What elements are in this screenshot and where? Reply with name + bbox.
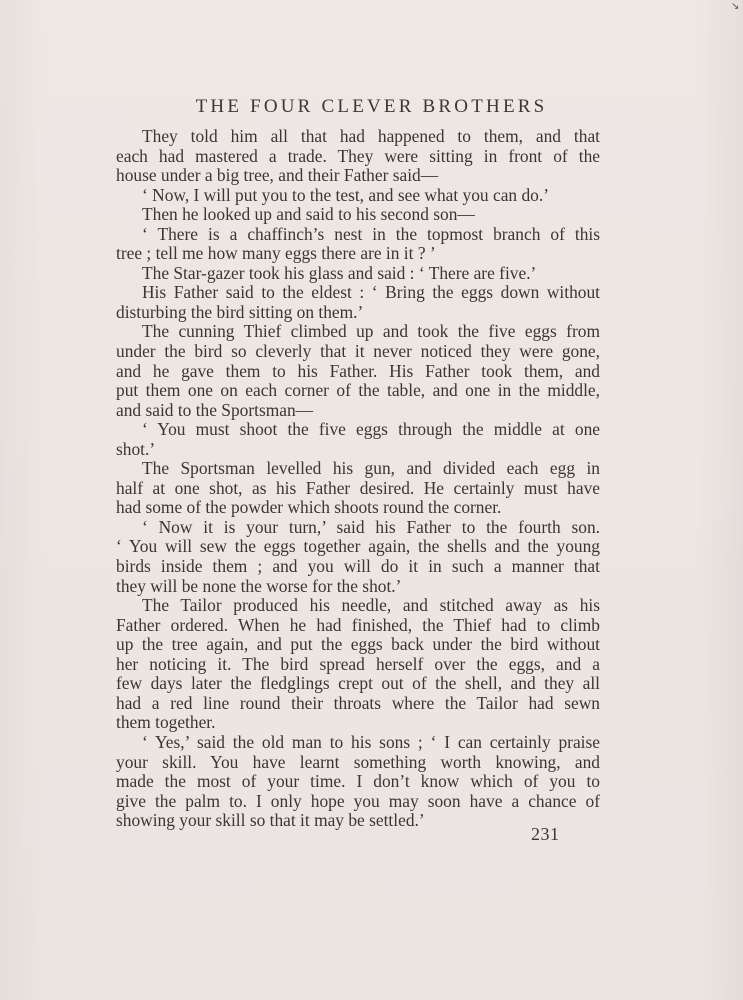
text-line: had some of the powder which shoots round the corner. bbox=[116, 497, 502, 518]
text-line: put them one on each corner of the table, and one in the middle, bbox=[116, 380, 600, 401]
text-line: The Sportsman levelled his gun, and divided each egg in bbox=[142, 458, 600, 479]
text-line: His Father said to the eldest : ‘ Bring the eggs down without bbox=[142, 282, 600, 303]
text-line: them together. bbox=[116, 712, 216, 733]
text-line: few days later the fledglings crept out of the shell, and they all bbox=[116, 673, 600, 694]
text-line: house under a big tree, and their Father said— bbox=[116, 165, 439, 186]
text-line: ‘ Now, I will put you to the test, and see what you can do.’ bbox=[142, 184, 549, 205]
text-line: your skill. You have learnt something worth knowing, and bbox=[116, 751, 600, 772]
text-line: They told him all that had happened to them, and that bbox=[142, 126, 600, 146]
text-line: tree ; tell me how many eggs there are in it ? ’ bbox=[116, 243, 436, 264]
text-line: half at one shot, as his Father desired. He certainly must have bbox=[116, 477, 600, 498]
text-line: ‘ You must shoot the five eggs through the middle at one bbox=[142, 419, 600, 440]
text-line: and he gave them to his Father. His Father took them, and bbox=[116, 360, 600, 381]
text-line: The cunning Thief climbed up and took the five eggs from bbox=[142, 321, 600, 342]
text-line: had a red line round their throats where the Tailor had sewn bbox=[116, 692, 600, 713]
page-corner-mark: ↘ bbox=[731, 1, 740, 12]
text-line: ‘ You will sew the eggs together again, the shells and the young bbox=[116, 536, 600, 557]
text-line: ‘ There is a chaffinch’s nest in the topmost branch of this bbox=[142, 223, 600, 244]
text-line: Father ordered. When he had finished, the Thief had to climb bbox=[116, 614, 600, 635]
text-line: under the bird so cleverly that it never noticed they were gone, bbox=[116, 341, 600, 362]
text-line: and said to the Sportsman— bbox=[116, 399, 314, 420]
text-line: her noticing it. The bird spread herself over the eggs, and a bbox=[116, 653, 600, 674]
text-line: birds inside them ; and you will do it in such a manner that bbox=[116, 556, 600, 577]
text-line: showing your skill so that it may be settled.’ bbox=[116, 810, 425, 831]
story-text bbox=[116, 127, 600, 831]
text-line: Then he looked up and said to his second son— bbox=[142, 204, 475, 225]
text-line: give the palm to. I only hope you may soon have a chance of bbox=[116, 790, 600, 811]
text-line: ‘ Yes,’ said the old man to his sons ; ‘ I can certainly praise bbox=[142, 731, 600, 752]
text-line: they will be none the worse for the shot.’ bbox=[116, 575, 402, 596]
page-number: 231 bbox=[531, 824, 560, 844]
text-line: up the tree again, and put the eggs back under the bird without bbox=[116, 634, 600, 655]
running-head: THE FOUR CLEVER BROTHERS bbox=[195, 96, 548, 117]
text-line: each had mastered a trade. They were sitting in front of the bbox=[116, 145, 600, 166]
text-line: The Star-gazer took his glass and said : ‘ There are five.’ bbox=[142, 262, 537, 283]
text-line: made the most of your time. I don’t know which of you to bbox=[116, 771, 600, 792]
text-line: disturbing the bird sitting on them.’ bbox=[116, 301, 364, 322]
text-line: The Tailor produced his needle, and stitched away as his bbox=[142, 595, 600, 616]
text-line: ‘ Now it is your turn,’ said his Father to the fourth son. bbox=[142, 516, 600, 537]
text-line: shot.’ bbox=[116, 438, 156, 459]
